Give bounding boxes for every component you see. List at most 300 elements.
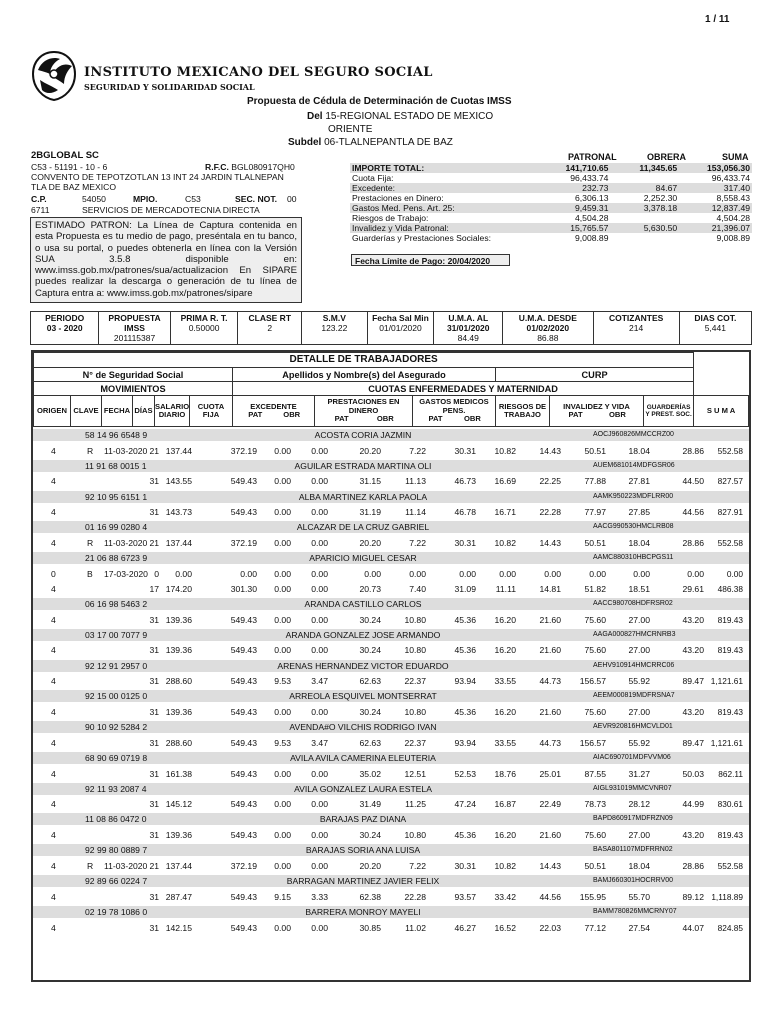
movement-po: 7.22 — [409, 538, 426, 549]
movement-suma: 827.91 — [717, 507, 743, 518]
movement-ip: 51.82 — [584, 583, 606, 594]
movement-pp: 62.63 — [359, 737, 381, 748]
movement-cf: 549.43 — [230, 676, 257, 687]
movement-io: 27.00 — [628, 707, 650, 718]
movement-rt: 44.73 — [539, 676, 561, 687]
importe-suma: 21,396.07 — [679, 223, 752, 233]
importe-suma: 153,056.30 — [679, 163, 752, 173]
movement-po: 10.80 — [404, 645, 426, 656]
movement-cf: 549.43 — [230, 922, 257, 933]
worker-nss: 03 17 00 7077 9 — [85, 629, 148, 640]
worker-curp: AUEM681014MDFGSR06 — [593, 461, 675, 469]
movement-eo: 3.33 — [311, 891, 328, 902]
movement-row — [33, 443, 749, 458]
worker-name: AVILA GONZALEZ LAURA ESTELA — [294, 783, 432, 794]
detail-title: DETALLE DE TRABAJADORES — [34, 353, 694, 368]
detail-header — [33, 352, 749, 427]
movement-ep: 0.00 — [274, 860, 291, 871]
worker-nss: 01 16 99 0280 4 — [85, 522, 148, 533]
movement-salario: 174.20 — [165, 583, 192, 594]
movement-clave: R — [87, 860, 94, 871]
worker-header-row — [33, 489, 749, 505]
summary-cell — [170, 312, 238, 345]
col-cuota-fija: CUOTA FIJA — [190, 396, 233, 427]
importe-obrera — [610, 233, 679, 243]
movement-dias: 31 — [149, 476, 159, 487]
movement-origen: 4 — [51, 830, 56, 841]
movement-po: 22.37 — [404, 676, 426, 687]
importe-suma: 4,504.28 — [716, 213, 750, 223]
movement-po: 12.51 — [404, 768, 426, 779]
summary-value: 201115387 — [113, 333, 156, 343]
summary-cell — [302, 312, 367, 345]
worker-nss: 92 12 91 2957 0 — [85, 660, 148, 671]
movement-go: 0.00 — [499, 568, 516, 579]
summary-label: PROPUESTA — [108, 313, 161, 323]
movement-go: 10.82 — [494, 538, 516, 549]
header-movimientos: MOVIMIENTOS — [34, 382, 233, 396]
movement-dias: 31 — [149, 614, 159, 625]
movement-origen: 4 — [51, 538, 56, 549]
worker-name: ARANDA CASTILLO CARLOS — [304, 599, 422, 609]
movement-rt: 25.01 — [539, 768, 561, 779]
movement-suma: 552.58 — [717, 445, 743, 456]
movement-pp: 31.15 — [359, 476, 381, 487]
movement-dias: 21 — [149, 445, 159, 456]
importe-obrera — [610, 213, 679, 223]
worker-curp: BAMM780826MMCRNY07 — [593, 907, 677, 915]
summary-value: 0.50000 — [188, 323, 220, 333]
movement-eo: 0.00 — [311, 614, 328, 625]
importe-obrera: 11,345.65 — [610, 163, 679, 173]
importe-row — [350, 203, 752, 213]
worker-curp: AIGL931019MMCVNR07 — [593, 784, 672, 792]
importe-obrera: 3,378.18 — [610, 203, 679, 213]
header-nombre: Apellidos y Nombre(s) del Asegurado — [233, 368, 496, 382]
secnot-value: 00 — [287, 194, 297, 204]
movement-row — [33, 858, 749, 873]
movement-io: 27.00 — [628, 830, 650, 841]
importe-concepto: IMPORTE TOTAL: — [350, 163, 538, 173]
movement-suma: 827.57 — [717, 476, 743, 487]
movement-cf: 301.30 — [230, 583, 257, 594]
movement-salario: 137.44 — [165, 538, 192, 549]
col-salario: SALARIO DIARIO — [155, 396, 190, 427]
movement-ep: 0.00 — [274, 538, 291, 549]
movement-go: 10.82 — [494, 445, 516, 456]
importe-obrera: 5,630.50 — [610, 223, 679, 233]
movement-gp: 45.36 — [454, 645, 476, 656]
movement-gp: 46.78 — [454, 507, 476, 518]
movement-pp: 20.20 — [359, 538, 381, 549]
movement-origen: 4 — [51, 799, 56, 810]
importe-suma: 317.40 — [679, 183, 752, 193]
movement-gp: 46.73 — [454, 476, 476, 487]
movement-gp: 31.09 — [454, 583, 476, 594]
worker-curp: BASA801107MDFRRN02 — [593, 846, 673, 854]
movement-origen: 4 — [51, 676, 56, 687]
movement-gp: 52.53 — [454, 768, 476, 779]
header-cuotas: CUOTAS ENFERMEDADES Y MATERNIDAD — [233, 382, 694, 396]
worker-curp: AIAC690701MDFVVM06 — [593, 753, 671, 761]
movement-go: 33.55 — [494, 676, 516, 687]
importe-patronal: 9,008.89 — [575, 233, 609, 243]
summary-label: U.M.A. DESDE — [518, 313, 577, 323]
movement-ep: 0.00 — [274, 568, 291, 579]
movement-po: 11.14 — [405, 507, 426, 518]
worker-header-row — [33, 627, 749, 643]
delegacion: Del 15-REGIONAL ESTADO DE MEXICO — [307, 111, 494, 122]
movement-po: 11.13 — [405, 476, 426, 487]
movement-ep: 9.53 — [274, 737, 291, 748]
worker-nss: 92 15 00 0125 0 — [85, 691, 148, 702]
movement-ep: 0.00 — [274, 507, 291, 518]
worker-header-row — [33, 458, 749, 474]
worker-name: BARAJAS SORIA ANA LUISA — [305, 845, 421, 856]
movement-eo: 0.00 — [311, 476, 328, 487]
movement-cf: 549.43 — [230, 707, 257, 718]
col-clave: CLAVE — [71, 396, 102, 427]
summary-label: U.M.A. AL — [448, 313, 489, 323]
importe-obrera: 84.67 — [610, 183, 679, 193]
page-number: 1 / 11 — [705, 14, 730, 25]
movement-gp: 93.57 — [454, 891, 476, 902]
movement-pp: 30.24 — [359, 645, 381, 656]
movement-gp: 93.94 — [454, 737, 476, 748]
movement-io: 27.00 — [628, 645, 650, 656]
movement-po: 10.80 — [404, 707, 426, 718]
worker-name: AVENDA#O VILCHIS RODRIGO IVAN — [289, 722, 437, 733]
movement-io: 28.12 — [628, 799, 650, 810]
summary-sublabel: 31/01/2020 — [446, 323, 490, 333]
movement-rt: 21.60 — [539, 614, 561, 625]
movement-go: 16.52 — [494, 922, 516, 933]
movement-row — [33, 735, 749, 750]
movement-clave: B — [87, 568, 93, 579]
movement-rt: 14.43 — [539, 538, 561, 549]
movement-eo: 0.00 — [311, 583, 328, 594]
movement-suma: 824.85 — [717, 922, 743, 933]
movement-eo: 0.00 — [311, 568, 328, 579]
actividad: SERVICIOS DE MERCADOTECNIA DIRECTA — [82, 205, 260, 215]
movement-origen: 4 — [51, 645, 56, 656]
movement-row — [33, 704, 749, 719]
movement-ip: 75.60 — [584, 707, 606, 718]
movement-suma: 819.43 — [717, 614, 743, 625]
importe-obrera — [610, 173, 679, 183]
movement-ep: 0.00 — [274, 799, 291, 810]
importe-concepto: Prestaciones en Dinero: — [352, 193, 444, 203]
movement-row — [33, 642, 749, 657]
movement-cf: 549.43 — [230, 614, 257, 625]
movement-pp: 31.49 — [359, 799, 381, 810]
movement-ep: 0.00 — [274, 768, 291, 779]
movement-eo: 3.47 — [311, 676, 328, 687]
movement-origen: 4 — [51, 583, 56, 594]
worker-name: BARAJAS PAZ DIANA — [319, 814, 407, 825]
summary-label: S.M.V — [322, 313, 346, 323]
worker-nss: 21 06 88 6723 9 — [85, 553, 148, 564]
importes-table — [350, 163, 752, 243]
movement-ep: 9.15 — [274, 891, 291, 902]
movement-rt: 14.43 — [539, 860, 561, 871]
movement-suma: 819.43 — [717, 830, 743, 841]
col-prestaciones: PRESTACIONES EN DINERO PAT OBR — [315, 396, 413, 427]
worker-curp: AEVR920816HMCVLD01 — [593, 723, 673, 731]
movement-suma: 830.61 — [717, 799, 743, 810]
worker-nss: 58 14 96 6548 9 — [85, 430, 148, 440]
movement-pp: 62.38 — [359, 891, 381, 902]
importe-concepto: Gastos Med. Pens. Art. 25: — [350, 203, 538, 213]
movement-ip: 87.55 — [584, 768, 606, 779]
movement-rt: 14.81 — [539, 583, 561, 594]
movement-dias: 31 — [149, 737, 159, 748]
worker-curp: BAPD860917MDFRZN09 — [593, 815, 673, 823]
employer-address-1: CONVENTO DE TEPOTZOTLAN 13 INT 24 JARDIN TLALNEPAN — [31, 172, 284, 182]
worker-detail-panel — [31, 350, 751, 982]
movement-rt: 22.49 — [539, 799, 561, 810]
movement-suma: 1,118.89 — [711, 891, 743, 902]
importe-concepto: Guarderías y Prestaciones Sociales: — [352, 233, 491, 243]
col-excedente: EXCEDENTE PAT OBR — [233, 396, 315, 427]
movement-ip: 78.73 — [584, 799, 606, 810]
worker-header-row — [33, 519, 749, 535]
movement-ip: 50.51 — [584, 445, 606, 456]
worker-name: ALCAZAR DE LA CRUZ GABRIEL — [296, 522, 430, 533]
movement-row — [33, 581, 749, 596]
movement-po: 10.80 — [404, 614, 426, 625]
movement-eo: 0.00 — [311, 860, 328, 871]
movement-row — [33, 920, 749, 935]
summary-value: 123.22 — [321, 323, 348, 333]
summary-cell — [367, 312, 434, 345]
movement-gu: 89.47 — [682, 737, 704, 748]
summary-table — [30, 311, 752, 345]
movement-gu: 0.00 — [687, 568, 704, 579]
summary-label: Fecha Sal Min — [372, 313, 429, 323]
movement-origen: 4 — [51, 507, 56, 518]
movement-ep: 0.00 — [274, 583, 291, 594]
movement-salario: 145.12 — [165, 799, 192, 810]
movement-salario: 161.38 — [165, 768, 192, 779]
delegacion-line2: ORIENTE — [328, 124, 373, 135]
worker-header-row — [33, 781, 749, 797]
subdelegacion: Subdel 06-TLALNEPANTLA DE BAZ — [288, 137, 453, 148]
movement-cf: 0.00 — [240, 568, 257, 579]
movement-gp: 47.24 — [454, 799, 476, 810]
movement-pp: 0.00 — [364, 568, 381, 579]
movement-origen: 4 — [51, 445, 56, 456]
movement-cf: 549.43 — [230, 799, 257, 810]
worker-curp: AAMC880310HBCPGS11 — [593, 554, 674, 562]
summary-cell — [238, 312, 302, 345]
movement-salario: 143.73 — [165, 507, 192, 518]
movement-po: 7.40 — [409, 583, 426, 594]
summary-value: 5,441 — [704, 323, 726, 333]
movement-go: 16.20 — [494, 645, 516, 656]
importe-suma: 8,558.43 — [716, 193, 750, 203]
worker-header-row — [33, 750, 749, 766]
movement-io: 18.04 — [628, 445, 650, 456]
movement-po: 7.22 — [409, 860, 426, 871]
worker-name: AGUILAR ESTRADA MARTINA OLI — [294, 460, 432, 471]
importe-patronal: 141,710.65 — [538, 163, 611, 173]
movement-rt: 44.73 — [539, 737, 561, 748]
movement-eo: 0.00 — [311, 922, 328, 933]
movement-salario: 142.15 — [165, 922, 192, 933]
importe-concepto: Cuota Fija: — [352, 173, 394, 183]
movement-io: 18.04 — [628, 538, 650, 549]
col-origen: ORIGEN — [34, 396, 71, 427]
movement-salario: 0.00 — [175, 568, 192, 579]
movement-row — [33, 889, 749, 904]
worker-nss: 11 08 86 0472 0 — [85, 814, 147, 825]
header-nss: N° de Seguridad Social — [34, 368, 233, 382]
movement-fecha: 11-03-2020 — [104, 445, 148, 456]
movement-dias: 31 — [149, 645, 159, 656]
worker-header-row — [33, 904, 749, 920]
importe-obrera: 2,252.30 — [643, 193, 678, 203]
worker-rows — [33, 427, 749, 935]
movement-rt: 0.00 — [544, 568, 561, 579]
col-guarderias: GUARDERÍAS Y PREST. SOC. — [644, 396, 694, 427]
movement-ip: 77.97 — [584, 507, 606, 518]
summary-cell — [31, 312, 99, 345]
header-suma: SUMA — [722, 152, 749, 162]
movement-go: 16.87 — [494, 799, 516, 810]
worker-name: BARRAGAN MARTINEZ JAVIER FELIX — [286, 876, 440, 887]
movement-go: 16.20 — [494, 707, 516, 718]
worker-curp: AACC980708HDFRSR02 — [593, 600, 673, 607]
movement-suma: 819.43 — [717, 707, 743, 718]
movement-ep: 9.53 — [274, 676, 291, 687]
movement-go: 10.82 — [494, 860, 516, 871]
movement-cf: 372.19 — [230, 538, 257, 549]
movement-suma: 1,121.61 — [710, 737, 743, 748]
movement-ip: 75.60 — [584, 614, 606, 625]
worker-nss: 06 16 98 5463 2 — [85, 599, 148, 609]
summary-cell — [503, 312, 594, 345]
movement-suma: 1,121.61 — [710, 676, 743, 687]
movement-ep: 0.00 — [274, 707, 291, 718]
movement-rt: 22.03 — [539, 922, 561, 933]
worker-name: ARREOLA ESQUIVEL MONTSERRAT — [289, 691, 437, 702]
movement-row — [33, 566, 749, 581]
movement-gu: 43.20 — [682, 645, 704, 656]
movement-suma: 819.43 — [717, 645, 743, 656]
summary-value: 86.88 — [537, 333, 559, 343]
worker-header-row — [33, 811, 749, 827]
summary-sublabel: IMSS — [124, 323, 145, 333]
col-invalidez: INVALIDEZ Y VIDA PAT OBR — [550, 396, 644, 427]
movement-eo: 0.00 — [311, 507, 328, 518]
movement-dias: 21 — [149, 860, 159, 871]
summary-cell — [434, 312, 503, 345]
worker-curp: AEHV910914HMCRRC06 — [593, 661, 675, 669]
movement-clave: R — [87, 538, 94, 549]
movement-pp: 30.85 — [359, 922, 381, 933]
col-riesgos: RIESGOS DE TRABAJO — [496, 396, 550, 427]
worker-header-row — [33, 596, 749, 612]
movement-salario: 143.55 — [165, 476, 192, 487]
importe-patronal: 232.73 — [538, 183, 611, 193]
movement-po: 22.37 — [404, 737, 426, 748]
mpio-label: MPIO. — [133, 194, 158, 204]
movement-po: 11.02 — [405, 922, 426, 933]
importe-concepto: Invalidez y Vida Patronal: — [350, 223, 538, 233]
worker-nss: 11 91 68 0015 1 — [85, 460, 147, 471]
movement-po: 10.80 — [404, 830, 426, 841]
movement-salario: 288.60 — [165, 737, 192, 748]
movement-suma: 486.38 — [717, 583, 743, 594]
movement-ip: 75.60 — [584, 830, 606, 841]
movement-row — [33, 827, 749, 842]
employer-registro: C53 - 51191 - 10 - 6 — [31, 162, 108, 172]
movement-gp: 45.36 — [454, 614, 476, 625]
worker-curp: AEEM000819MDFRSNA7 — [593, 692, 675, 700]
employer-name: 2BGLOBAL SC — [31, 150, 99, 161]
movement-cf: 549.43 — [230, 645, 257, 656]
movement-pp: 31.19 — [359, 507, 381, 518]
movement-io: 27.81 — [628, 476, 650, 487]
movement-gu: 44.07 — [682, 922, 704, 933]
summary-sublabel: 01/02/2020 — [526, 323, 570, 333]
movement-gp: 0.00 — [459, 568, 476, 579]
movement-po: 11.25 — [405, 799, 426, 810]
movement-gu: 89.47 — [682, 676, 704, 687]
movement-dias: 21 — [149, 538, 159, 549]
imss-eagle-logo-icon — [30, 50, 78, 102]
movement-rt: 14.43 — [539, 445, 561, 456]
movement-pp: 20.73 — [359, 583, 381, 594]
movement-cf: 372.19 — [230, 445, 257, 456]
summary-value: 03 - 2020 — [46, 323, 83, 333]
worker-nss: 92 10 95 6151 1 — [85, 491, 148, 502]
movement-po: 22.28 — [404, 891, 426, 902]
header-patronal: PATRONAL — [568, 152, 617, 162]
movement-io: 27.54 — [628, 922, 650, 933]
movement-ip: 77.12 — [584, 922, 606, 933]
movement-rt: 21.60 — [539, 645, 561, 656]
movement-ip: 50.51 — [584, 860, 606, 871]
movement-ip: 50.51 — [584, 538, 606, 549]
institution-motto: SEGURIDAD Y SOLIDARIDAD SOCIAL — [84, 82, 255, 92]
summary-cell — [593, 312, 679, 345]
movement-go: 33.42 — [494, 891, 516, 902]
movement-gu: 28.86 — [682, 860, 704, 871]
movement-origen: 4 — [51, 891, 56, 902]
movement-dias: 31 — [149, 768, 159, 779]
movement-pp: 30.24 — [359, 614, 381, 625]
movement-rt: 22.28 — [539, 507, 561, 518]
worker-nss: 90 10 92 5284 2 — [85, 722, 148, 733]
movement-go: 16.20 — [494, 830, 516, 841]
movement-salario: 139.36 — [165, 614, 192, 625]
movement-origen: 4 — [51, 768, 56, 779]
movement-eo: 0.00 — [311, 645, 328, 656]
movement-gp: 30.31 — [454, 860, 476, 871]
movement-origen: 4 — [51, 476, 56, 487]
movement-pp: 20.20 — [359, 445, 381, 456]
importe-concepto: Riesgos de Trabajo: — [352, 213, 429, 223]
movement-io: 18.51 — [628, 583, 650, 594]
movement-salario: 139.36 — [165, 645, 192, 656]
importe-row — [350, 163, 752, 173]
cp-value: 54050 — [82, 194, 106, 204]
movement-gu: 89.12 — [682, 891, 704, 902]
col-suma: S U M A — [694, 396, 749, 427]
movement-row — [33, 673, 749, 688]
